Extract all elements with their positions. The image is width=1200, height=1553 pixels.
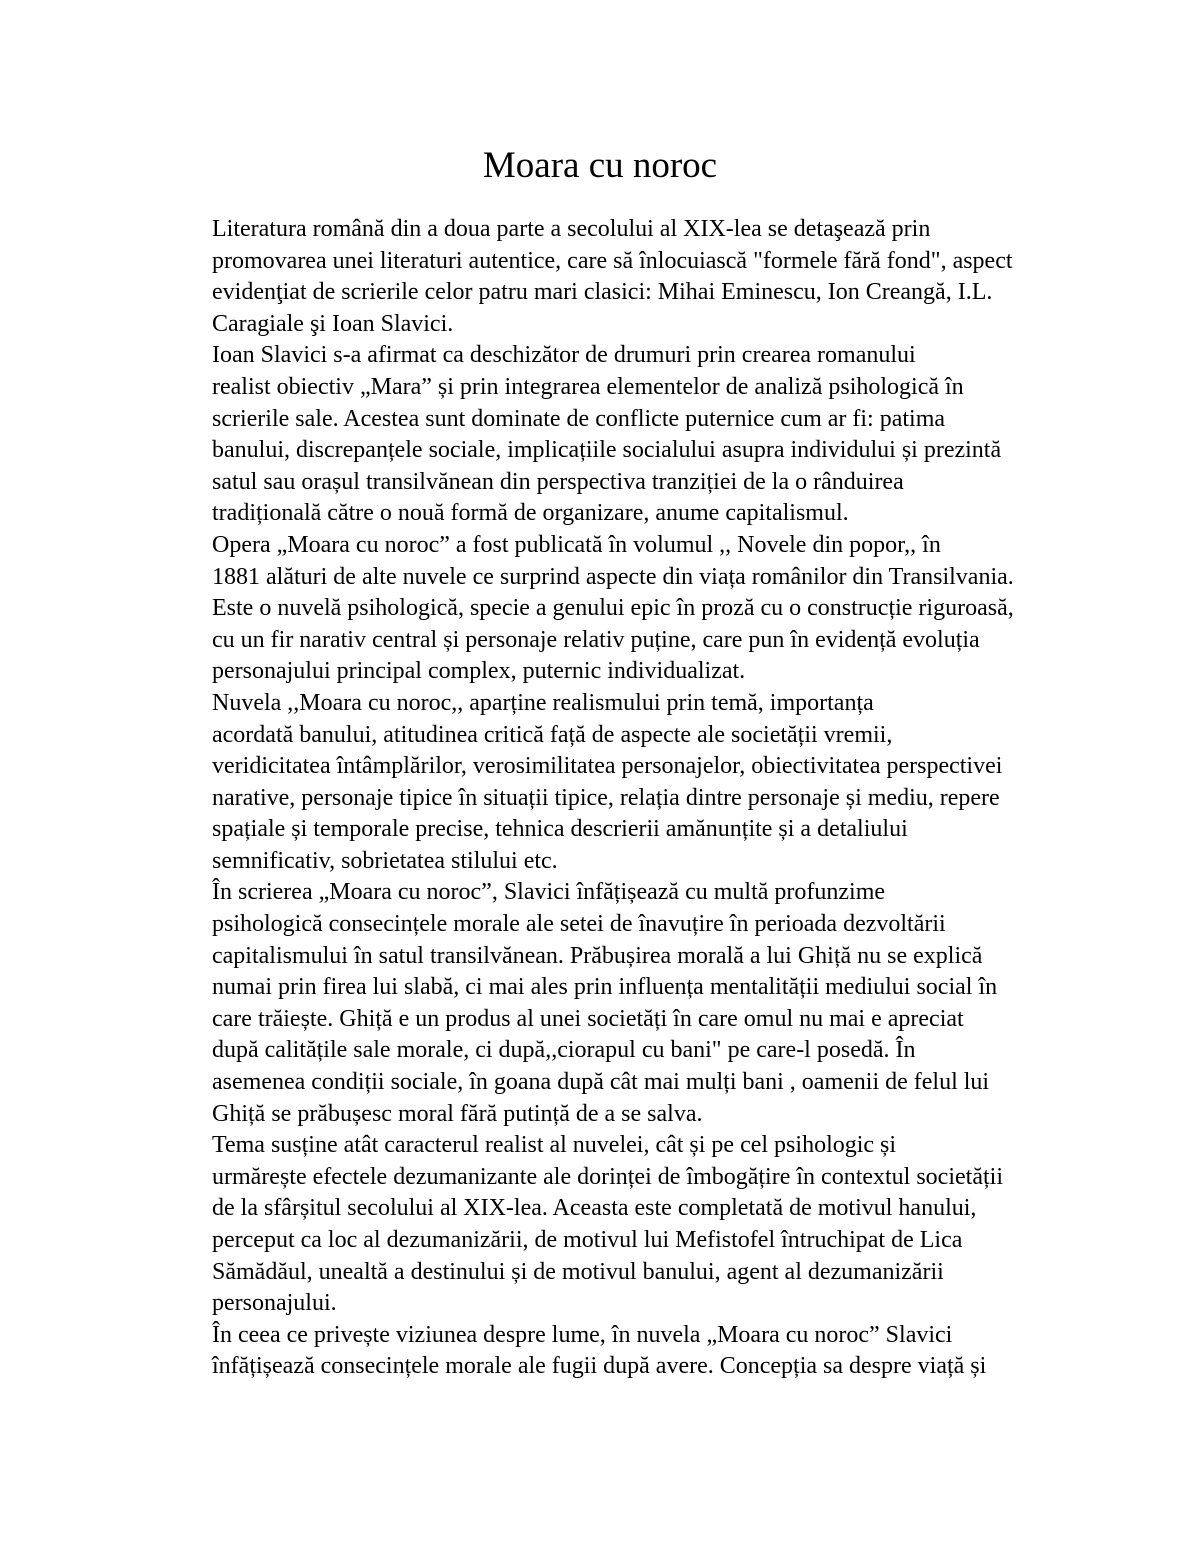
text-line: scrierile sale. Acestea sunt dominate de conflicte puternice cum ar fi: patima <box>212 405 946 432</box>
text-line: care trăiește. Ghiță e un produs al unei societăți în care omul nu mai e apreciat <box>212 1005 964 1032</box>
text-line: Nuvela ,,Moara cu noroc,, aparține realismului prin temă, importanța <box>212 689 874 716</box>
text-line: asemenea condiții sociale, în goana după cât mai mulți bani , oamenii de felul lui <box>212 1069 990 1096</box>
document-body <box>142 214 1067 1383</box>
text-line: Opera „Moara cu noroc” a fost publicată în volumul ,, Novele din popor,, în <box>212 531 941 558</box>
text-line: personajului. <box>212 1290 337 1317</box>
text-line: promovarea unei literaturi autentice, care să înlocuiască "formele fără fond", aspect <box>212 247 1013 274</box>
text-line: cu un fir narativ central și personaje relativ puține, care pun în evidență evoluția <box>212 626 980 653</box>
paragraph <box>142 688 1067 878</box>
text-line: psihologică consecințele morale ale setei de înavuțire în perioada dezvoltării <box>212 911 946 938</box>
text-line: de la sfârșitul secolului al XIX-lea. Aceasta este completată de motivul hanului, <box>212 1195 977 1222</box>
text-line: narative, personaje tipice în situații tipice, relația dintre personaje și mediu, repere <box>212 784 1000 811</box>
text-line: În ceea ce privește viziunea despre lume, în nuvela „Moara cu noroc” Slavici <box>212 1321 953 1348</box>
text-line: Literatura română din a doua parte a secolului al XIX-lea se detaşează prin <box>212 216 931 242</box>
document-title: Moara cu noroc <box>482 145 718 186</box>
text-line: Sămădăul, unealtă a destinului și de motivul banului, agent al dezumanizării <box>212 1258 944 1285</box>
text-line: înfățișează consecințele morale ale fugii după avere. Concepția sa despre viață și <box>212 1353 987 1380</box>
text-line: evidenţiat de scrierile celor patru mari clasici: Mihai Eminescu, Ion Creangă, I.L. <box>212 279 993 306</box>
text-line: spațiale și temporale precise, tehnica descrierii amănunțite și a detaliului <box>212 816 908 843</box>
text-line: În scrierea „Moara cu noroc”, Slavici înfățișează cu multă profunzime <box>212 879 886 906</box>
text-line: perceput ca loc al dezumanizării, de motivul lui Mefistofel întruchipat de Lica <box>212 1227 963 1253</box>
text-line: acordată banului, atitudinea critică față de aspecte ale societății vremii, <box>212 721 893 748</box>
text-line: realist obiectiv „Mara” și prin integrarea elementelor de analiză psihologică în <box>212 373 964 400</box>
text-line: banului, discrepanțele sociale, implicațiile socialului asupra individului și prezintă <box>212 437 1002 464</box>
text-line: Caragiale şi Ioan Slavici. <box>212 310 454 337</box>
text-line: semnificativ, sobrietatea stilului etc. <box>212 847 558 874</box>
paragraph <box>142 340 1067 530</box>
text-line: tradițională către o nouă formă de organizare, anume capitalismul. <box>212 500 849 527</box>
text-line: urmărește efectele dezumanizante ale dorinței de îmbogățire în contextul societății <box>212 1163 1003 1190</box>
text-line: după calitățile sale morale, ci după,,ciorapul cu bani" pe care-l posedă. În <box>212 1037 916 1064</box>
paragraph <box>142 530 1067 688</box>
text-line: 1881 alături de alte nuvele ce surprind aspecte din viața românilor din Transilvania. <box>212 563 1014 590</box>
text-line: personajului principal complex, puternic individualizat. <box>212 658 746 685</box>
text-line: numai prin firea lui slabă, ci mai ales prin influența mentalității mediului social în <box>212 974 998 1001</box>
paragraph <box>142 214 1067 340</box>
paragraph <box>142 877 1067 1130</box>
text-line: veridicitatea întâmplărilor, verosimilitatea personajelor, obiectivitatea perspectivei <box>212 753 1003 780</box>
text-line: satul sau orașul transilvănean din perspectiva tranziției de la o rânduirea <box>212 468 904 495</box>
text-line: Tema susține atât caracterul realist al nuvelei, cât și pe cel psihologic și <box>212 1132 897 1159</box>
paragraph <box>142 1320 1067 1383</box>
paragraph <box>142 1130 1067 1320</box>
text-line: Ghiță se prăbușesc moral fără putință de a se salva. <box>212 1100 703 1127</box>
text-line: capitalismului în satul transilvănean. Prăbușirea morală a lui Ghiță nu se explică <box>212 942 983 969</box>
text-line: Este o nuvelă psihologică, specie a genului epic în proză cu o construcție riguroasă, <box>212 595 1014 622</box>
text-line: Ioan Slavici s-a afirmat ca deschizător de drumuri prin crearea romanului <box>212 342 916 369</box>
